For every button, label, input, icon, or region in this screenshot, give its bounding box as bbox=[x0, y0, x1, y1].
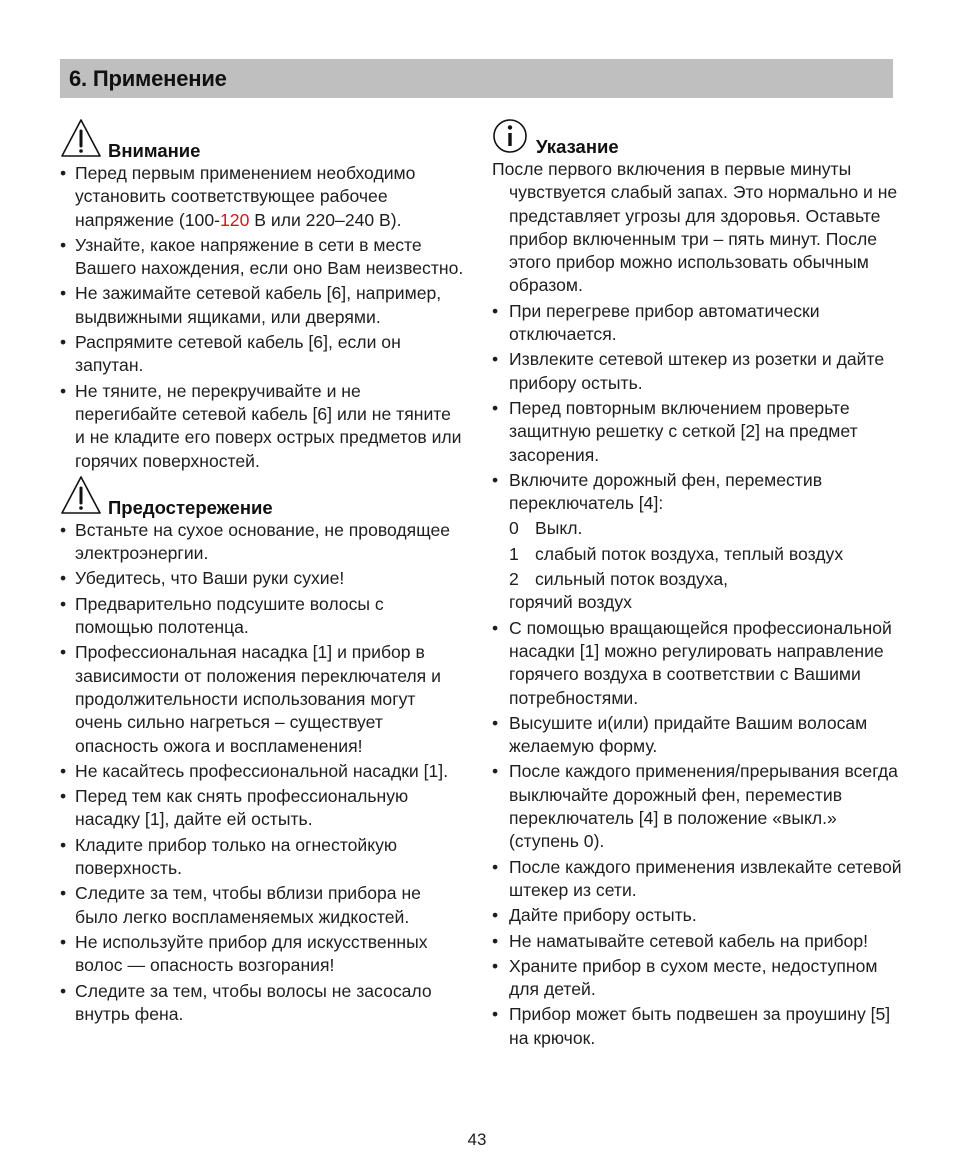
step-text: слабый поток воздуха, теплый воздух bbox=[535, 543, 844, 564]
note-heading bbox=[492, 118, 904, 158]
left-column bbox=[60, 112, 465, 1028]
list-item: • Перед повторным включением проверьте защитную решетку с сеткой [2] на предмет засорения. bbox=[492, 397, 904, 467]
list-item: • Высушите и(или) придайте Вашим волосам желаемую форму. bbox=[492, 712, 904, 759]
list-item: • После каждого применения извлекайте сетевой штекер из сети. bbox=[492, 856, 904, 903]
warning-triangle-icon bbox=[60, 475, 102, 515]
list-item: • Включите дорожный фен, переместив переключатель [4]: bbox=[492, 469, 904, 516]
step-text: сильный поток воздуха, bbox=[535, 569, 729, 590]
warning-heading bbox=[60, 112, 465, 162]
note-intro-first-line: После первого включения в первые минуты bbox=[492, 159, 852, 179]
item-text: В или 220–240 В). bbox=[249, 209, 402, 230]
list-item: • Кладите прибор только на огнестойкую поверхность. bbox=[60, 834, 465, 881]
info-circle-icon bbox=[492, 118, 528, 154]
switch-step bbox=[509, 543, 904, 566]
page-number: 43 bbox=[467, 1130, 487, 1149]
step-text: Выкл. bbox=[535, 518, 583, 539]
caution-list bbox=[60, 519, 465, 1026]
list-item: • Убедитесь, что Ваши руки сухие! bbox=[60, 567, 465, 590]
list-item: • Не касайтесь профессиональной насадки [1]. bbox=[60, 760, 465, 783]
section-title: 6. Применение bbox=[69, 66, 227, 91]
list-item bbox=[60, 162, 465, 232]
switch-step bbox=[509, 568, 904, 615]
note-intro bbox=[492, 158, 904, 298]
switch-steps bbox=[509, 517, 904, 614]
warning-heading-label: Внимание bbox=[108, 139, 201, 161]
list-item: • Встаньте на сухое основание, не проводящее электроэнергии. bbox=[60, 519, 465, 566]
list-item: • Не используйте прибор для искусственных волос — опасность возгорания! bbox=[60, 931, 465, 978]
note-intro-rest: чувствуется слабый запах. Это нормально и не представляет угрозы для здоровья. Оставьте прибор включенным три – пять минут. После этого прибор можно использовать обычным образом. bbox=[509, 182, 898, 296]
list-item: • Распрямите сетевой кабель [6], если он запутан. bbox=[60, 331, 465, 378]
item-text: Перед первым применением необходимо установить соответствующее рабочее напряжение (100- bbox=[75, 163, 416, 230]
list-item: • Следите за тем, чтобы вблизи прибора не было легко воспламеняемых жидкостей. bbox=[60, 882, 465, 929]
note-list-b bbox=[492, 617, 904, 1050]
section-header-bar bbox=[60, 59, 893, 98]
warning-list bbox=[60, 162, 465, 473]
list-item: • Предварительно подсушите волосы с помощью полотенца. bbox=[60, 593, 465, 640]
list-item: • Прибор может быть подвешен за проушину [5] на крючок. bbox=[492, 1003, 904, 1050]
right-column bbox=[492, 118, 904, 1052]
list-item: • Узнайте, какое напряжение в сети в месте Вашего нахождения, если оно Вам неизвестно. bbox=[60, 234, 465, 281]
list-item: • Не зажимайте сетевой кабель [6], например, выдвижными ящиками, или дверями. bbox=[60, 282, 465, 329]
list-item: • С помощью вращающейся профессиональной насадки [1] можно регулировать направление горячего воздуха в соответствии с Вашими потребностями. bbox=[492, 617, 904, 710]
note-list-a bbox=[492, 300, 904, 516]
note-heading-label: Указание bbox=[536, 135, 619, 157]
list-item: • Не наматывайте сетевой кабель на прибор! bbox=[492, 930, 904, 953]
list-item: • Перед тем как снять профессиональную насадку [1], дайте ей остыть. bbox=[60, 785, 465, 832]
step-text-continued: горячий воздух bbox=[509, 592, 632, 613]
list-item: • Извлеките сетевой штекер из розетки и дайте прибору остыть. bbox=[492, 348, 904, 395]
list-item: • Профессиональная насадка [1] и прибор в зависимости от положения переключателя и продолжительности использования могут очень сильно нагреться – существует опасность ожога и воспламенения! bbox=[60, 641, 465, 757]
switch-step bbox=[509, 517, 904, 540]
step-number: 2 bbox=[509, 569, 519, 590]
list-item: • После каждого применения/прерывания всегда выключайте дорожный фен, переместив переключатель [4] в положение «выкл.» (ступень 0). bbox=[492, 760, 904, 853]
voltage-highlight: 120 bbox=[220, 209, 250, 230]
caution-heading bbox=[60, 475, 465, 519]
list-item: • Следите за тем, чтобы волосы не засосало внутрь фена. bbox=[60, 980, 465, 1027]
list-item: • Храните прибор в сухом месте, недоступном для детей. bbox=[492, 955, 904, 1002]
list-item: • Не тяните, не перекручивайте и не перегибайте сетевой кабель [6] или не тяните и не кладите его поверх острых предметов или горячих поверхностей. bbox=[60, 380, 465, 473]
step-number: 0 bbox=[509, 518, 519, 539]
list-item: • Дайте прибору остыть. bbox=[492, 904, 904, 927]
caution-heading-label: Предостережение bbox=[108, 496, 273, 518]
list-item: • При перегреве прибор автоматически отключается. bbox=[492, 300, 904, 347]
step-number: 1 bbox=[509, 543, 519, 564]
warning-triangle-icon bbox=[60, 118, 102, 158]
